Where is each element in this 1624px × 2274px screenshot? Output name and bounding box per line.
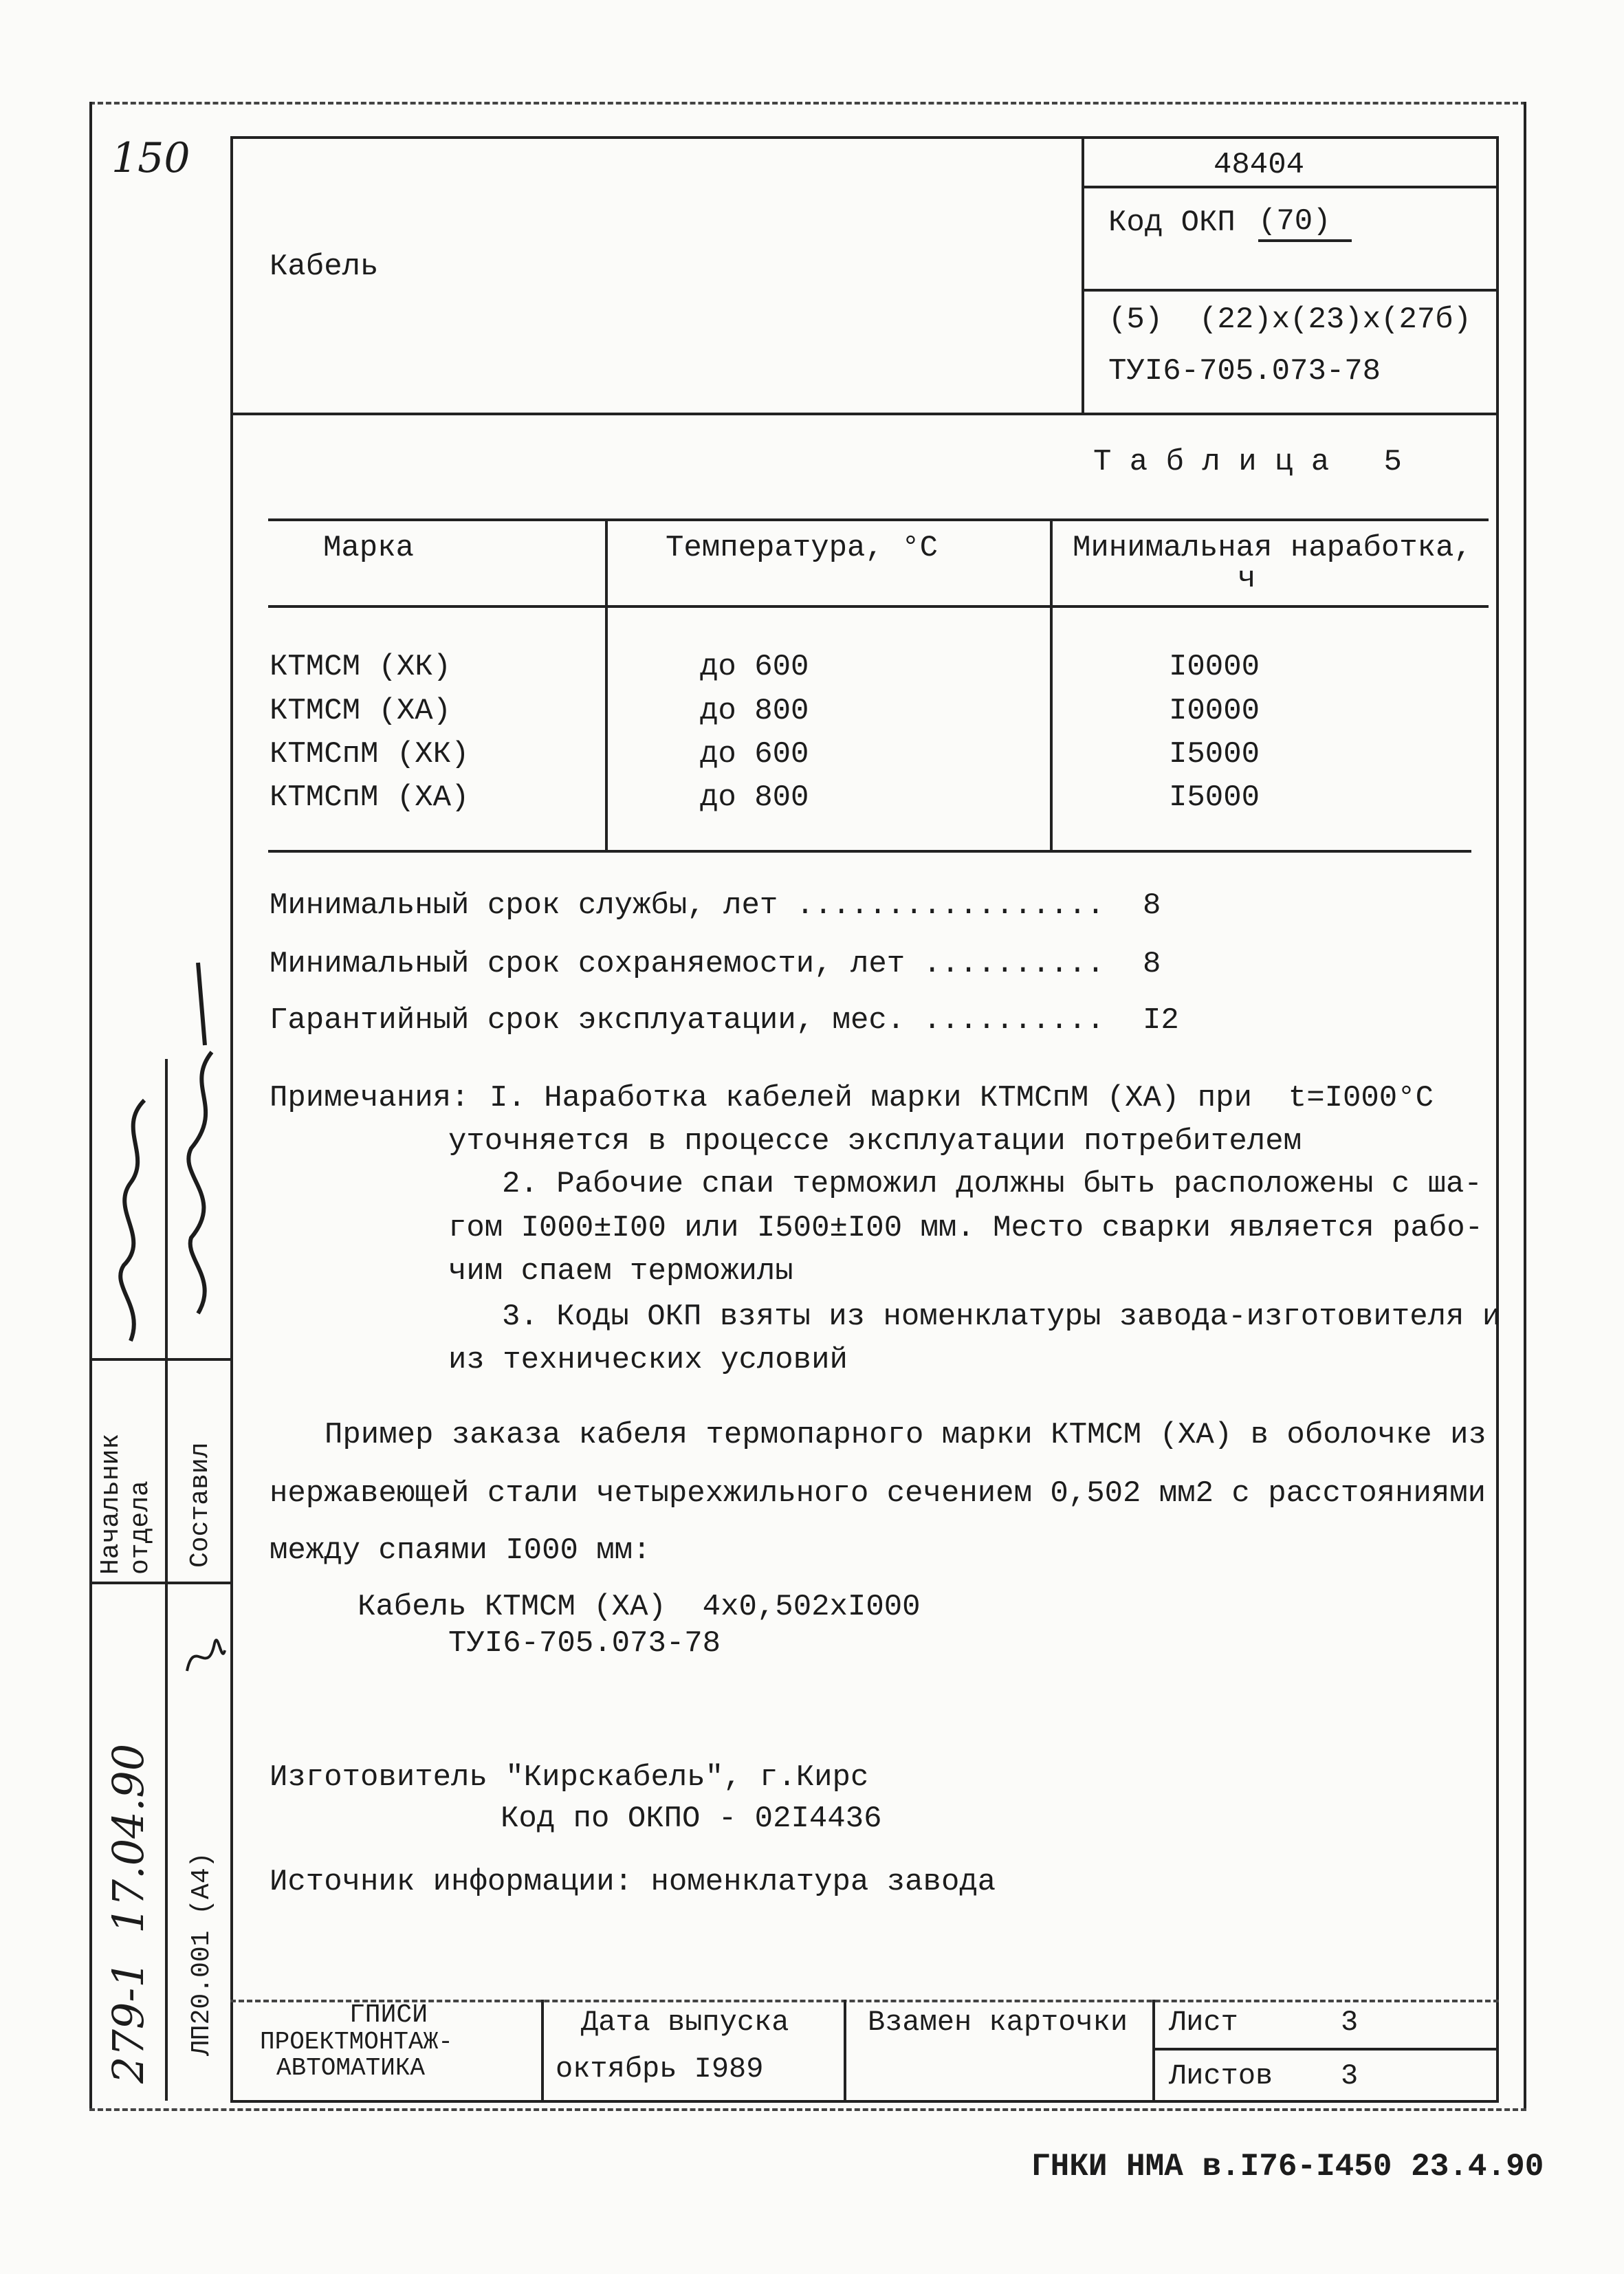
- inner-frame-top: [230, 136, 1499, 139]
- note-2-end: чим спаем терможилы: [448, 1254, 793, 1289]
- right-frame-line: [1524, 102, 1526, 2110]
- sheet-number: 3: [1341, 2006, 1359, 2039]
- replaces-card-label: Взамен карточки: [868, 2006, 1128, 2039]
- header-divider: [1082, 136, 1084, 415]
- sheets-label: Листов: [1169, 2059, 1273, 2092]
- bottom-stamp: ГНКИ НМА в.I76-I450 23.4.90: [1031, 2149, 1544, 2185]
- example-line-3: между спаями I000 мм:: [270, 1533, 651, 1568]
- release-date-label: Дата выпуска: [581, 2006, 789, 2039]
- sheets-total: 3: [1341, 2059, 1359, 2092]
- bottom-dashed-edge: [89, 2108, 1526, 2111]
- table-cell-temp: до 800: [700, 694, 809, 728]
- okpo-code: Код по ОКПО - 02I4436: [501, 1802, 882, 1836]
- note-2: 2. Рабочие спаи терможил должны быть расположены с ша-: [502, 1167, 1482, 1201]
- page-number: 150: [111, 134, 190, 182]
- manufacturer: Изготовитель "Кирскабель", г.Кирс: [270, 1760, 869, 1795]
- footer-divider-1: [541, 2000, 544, 2103]
- table-bottom-rule: [268, 850, 1471, 853]
- col-header-hours-unit: ч: [1238, 562, 1256, 596]
- example-designation-tu: ТУI6-705.073-78: [448, 1626, 721, 1661]
- inventory-note: 279-1 17.04.90: [103, 1743, 153, 2084]
- table-cell-temp: до 600: [700, 737, 809, 772]
- table-title: Т а б л и ц а 5: [1093, 445, 1402, 479]
- col-header-mark: Марка: [323, 531, 415, 565]
- okp-label: Код ОКП: [1108, 206, 1236, 240]
- table-cell-hours: I0000: [1169, 694, 1260, 728]
- note-1: I. Наработка кабелей марки КТМСпМ (ХА) при t=I000°С: [490, 1081, 1434, 1115]
- table-cell-temp: до 600: [700, 650, 809, 684]
- example-line-1: Пример заказа кабеля термопарного марки КТМСМ (ХА) в оболочке из: [325, 1418, 1486, 1452]
- product-name: Кабель: [270, 250, 379, 284]
- org-line-1: ГПИСИ: [349, 2000, 428, 2030]
- footer-divider-3: [1152, 2000, 1155, 2103]
- margin-rule-top: [89, 1358, 230, 1361]
- form-code: ЛП20.001 (А4): [187, 1852, 217, 2056]
- dept-head-signature: [103, 1086, 165, 1355]
- note-2-cont: гом I000±I00 или I500±I00 мм. Место сварки является рабо-: [448, 1211, 1484, 1245]
- doc-number: 48404: [1214, 148, 1305, 182]
- col-header-hours: Минимальная наработка,: [1073, 531, 1472, 565]
- table-top-rule: [268, 518, 1489, 521]
- org-line-3: АВТОМАТИКА: [276, 2054, 426, 2082]
- spec-label-storage-life: Минимальный срок сохраняемости, лет ..........: [270, 947, 1105, 981]
- inner-frame-bottom: [230, 2100, 1499, 2103]
- table-cell-mark: КТМСпМ (ХА): [270, 780, 470, 815]
- margin-rule-bottom: [89, 1582, 230, 1584]
- note-1-cont: уточняется в процессе эксплуатации потребителем: [448, 1124, 1302, 1159]
- inner-frame-right: [1496, 136, 1499, 2103]
- author-signature: [171, 949, 232, 1334]
- org-line-2: ПРОЕКТМОНТАЖ-: [260, 2028, 453, 2056]
- notes-heading: Примечания:: [270, 1081, 470, 1115]
- footer-divider-2: [844, 2000, 846, 2103]
- table-cell-mark: КТМСМ (ХА): [270, 694, 452, 728]
- header-rule-1: [1082, 186, 1499, 188]
- dept-head-label: Начальник отдела: [96, 1433, 155, 1575]
- header-bottom-rule: [230, 413, 1499, 415]
- tu-number: ТУI6-705.073-78: [1108, 354, 1381, 389]
- table-col-divider-2: [1050, 518, 1053, 853]
- table-cell-temp: до 800: [700, 780, 809, 815]
- okp-code: (70): [1258, 206, 1352, 242]
- spec-value-warranty: I2: [1143, 1003, 1179, 1038]
- spec-value-service-life: 8: [1143, 888, 1161, 923]
- header-rule-2: [1082, 289, 1499, 292]
- spec-value-storage-life: 8: [1143, 947, 1161, 981]
- top-dashed-edge: [89, 102, 1526, 105]
- approval-initials: [180, 1609, 228, 1692]
- note-3: 3. Коды ОКП взяты из номенклатуры завода-изготовителя и: [502, 1300, 1501, 1334]
- table-header-rule: [268, 605, 1489, 608]
- footer-sheet-rule: [1152, 2048, 1499, 2051]
- example-line-2: нержавеющей стали четырехжильного сечением 0,502 мм2 с расстояниями: [270, 1476, 1486, 1511]
- table-col-divider-1: [605, 518, 608, 853]
- table-cell-mark: КТМСпМ (ХК): [270, 737, 470, 772]
- example-designation: Кабель КТМСМ (ХА) 4х0,502хI000: [358, 1590, 921, 1624]
- col-header-temp: Температура, °С: [666, 531, 939, 565]
- release-date-value: октябрь I989: [556, 2053, 764, 2086]
- table-cell-mark: КТМСМ (ХК): [270, 650, 452, 684]
- info-source: Источник информации: номенклатура завода: [270, 1865, 996, 1899]
- spec-label-warranty: Гарантийный срок эксплуатации, мес. ..........: [270, 1003, 1105, 1038]
- spec-label-service-life: Минимальный срок службы, лет .................: [270, 888, 1105, 923]
- note-3-cont: из технических условий: [448, 1343, 848, 1377]
- margin-divider: [165, 1059, 168, 2101]
- author-label: Составил: [186, 1442, 215, 1568]
- sheet-label: Лист: [1169, 2006, 1238, 2039]
- table-cell-hours: I0000: [1169, 650, 1260, 684]
- left-frame-line: [89, 102, 92, 2110]
- code-line: (5) (22)x(23)x(27б): [1108, 303, 1472, 337]
- table-cell-hours: I5000: [1169, 780, 1260, 815]
- table-cell-hours: I5000: [1169, 737, 1260, 772]
